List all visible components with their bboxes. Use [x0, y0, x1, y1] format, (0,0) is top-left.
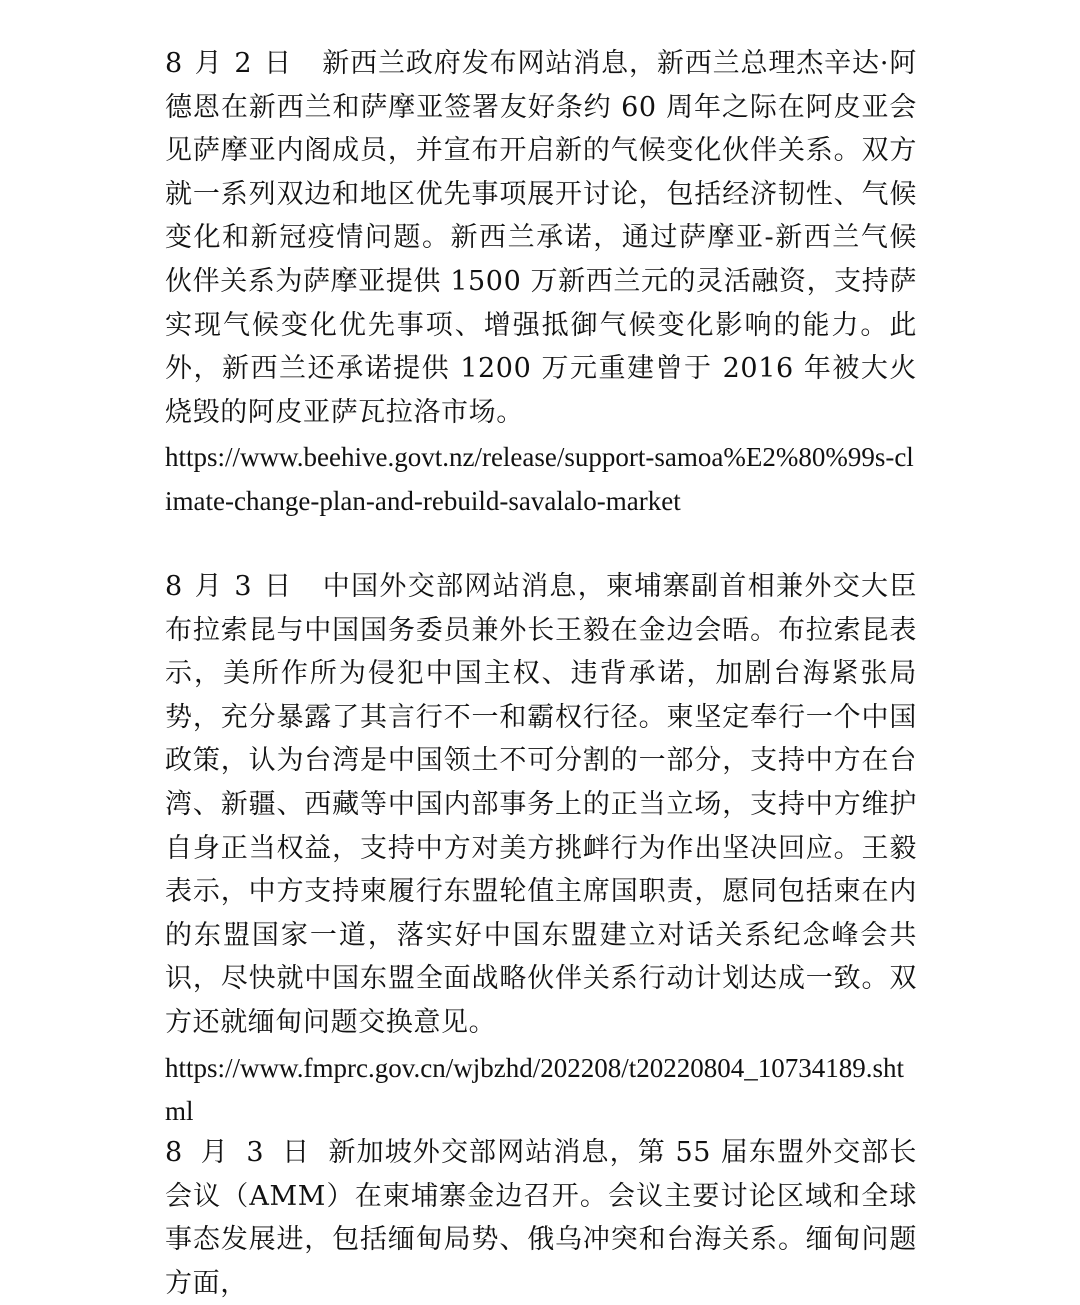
entry-date: 8 月 2 日: [165, 48, 294, 79]
entry-text: 中国外交部网站消息，柬埔寨副首相兼外交大臣布拉索昆与中国国务委员兼外长王毅在金边会晤。布拉索昆表示，美所作所为侵犯中国主权、违背承诺，加剧台海紧张局势，充分暴露了其言行不一和霸权行径。柬坚定奉行一个中国政策，认为台湾是中国领土不可分割的一部分，支持中方在台湾、新疆、西藏等中国内部事务上的正当立场，支持中方维护自身正当权益，支持中方对美方挑衅行为作出坚决回应。王毅表示，中方支持柬履行东盟轮值主席国职责，愿同包括柬在内的东盟国家一道，落实好中国东盟建立对话关系纪念峰会共识，尽快就中国东盟全面战略伙伴关系行动计划达成一致。双方还就缅甸问题交换意见。: [165, 571, 917, 1038]
entry-date: 8 月 3 日: [165, 1137, 315, 1168]
entry-text: 新西兰政府发布网站消息，新西兰总理杰辛达·阿德恩在新西兰和萨摩亚签署友好条约 60 周年之际在阿皮亚会见萨摩亚内阁成员，并宣布开启新的气候变化伙伴关系。双方就一系列双边和地区优先事项展开讨论，包括经济韧性、气候变化和新冠疫情问题。新西兰承诺，通过萨摩亚-新西兰气候伙伴关系为萨摩亚提供 1500 万新西兰元的灵活融资，支持萨实现气候变化优先事项、增强抵御气候变化影响的能力。此外，新西兰还承诺提供 1200 万元重建曾于 2016 年被大火烧毁的阿皮亚萨瓦拉洛市场。: [165, 48, 917, 428]
source-url[interactable]: https://www.fmprc.gov.cn/wjbzhd/202208/t20220804_10734189.shtml: [165, 1052, 904, 1127]
news-entry: [165, 565, 917, 1134]
entry-date: 8 月 3 日: [165, 571, 294, 602]
news-entry: [165, 1131, 917, 1305]
news-entry: [165, 42, 917, 524]
entry-text: 新加坡外交部网站消息，第 55 届东盟外交部长会议（AMM）在柬埔寨金边召开。会议主要讨论区域和全球事态发展进，包括缅甸局势、俄乌冲突和台海关系。缅甸问题方面，: [165, 1137, 917, 1299]
source-url[interactable]: https://www.beehive.govt.nz/release/support-samoa%E2%80%99s-climate-change-plan-and-rebuild-savalalo-market: [165, 442, 914, 516]
